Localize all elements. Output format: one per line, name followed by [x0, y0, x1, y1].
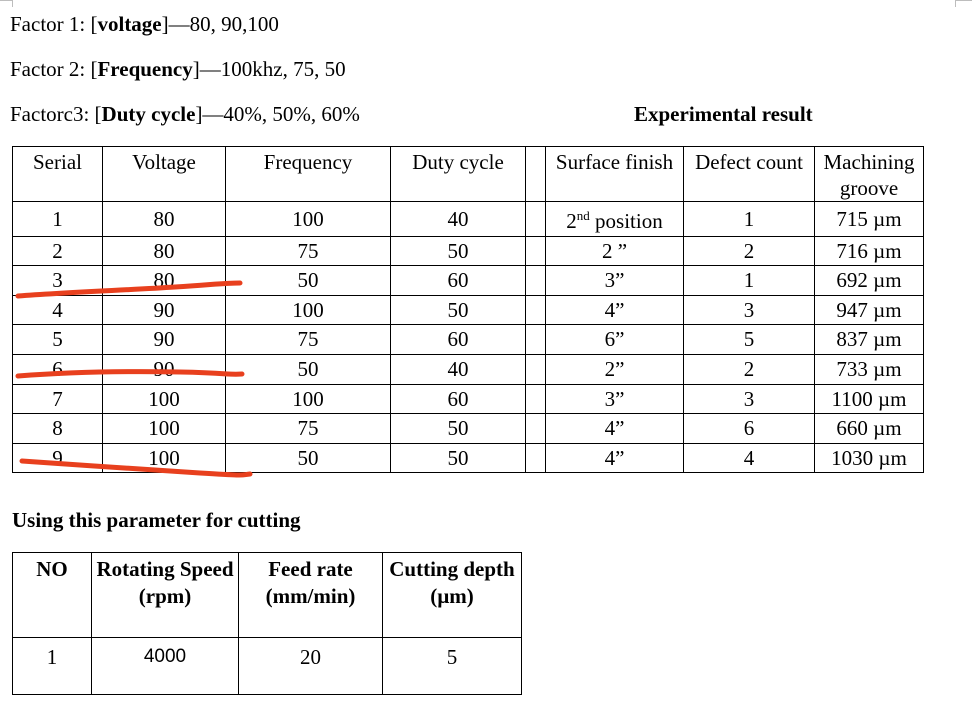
cutting-cell-rotating-speed: 4000 — [92, 638, 239, 695]
cell-voltage: 80 — [103, 266, 226, 296]
cell-defect-count: 2 — [684, 354, 815, 384]
cutting-cell-no: 1 — [13, 638, 92, 695]
surface-finish-ordinal: nd — [576, 208, 590, 223]
table-row — [13, 202, 924, 237]
cell-defect-count: 1 — [684, 266, 815, 296]
factor-3-line: Factorc3: [Duty cycle]—40%, 50%, 60% — [10, 102, 360, 126]
cell-duty-cycle: 40 — [391, 202, 526, 237]
table-row — [13, 295, 924, 325]
cutting-cell-feed-rate: 20 — [239, 638, 383, 695]
table-row — [13, 384, 924, 414]
page-corner-mark-right — [955, 0, 972, 7]
factor-2-line: Factor 2: [Frequency]—100khz, 75, 50 — [10, 57, 346, 81]
cell-spacer — [526, 354, 546, 384]
cell-surface-finish: 4” — [546, 414, 684, 444]
cell-frequency: 75 — [226, 414, 391, 444]
header-frequency: Frequency — [226, 147, 391, 202]
cell-voltage: 80 — [103, 236, 226, 266]
cell-voltage: 90 — [103, 325, 226, 355]
cell-surface-finish: 2” — [546, 354, 684, 384]
cell-duty-cycle: 60 — [391, 384, 526, 414]
table-row — [13, 414, 924, 444]
cell-spacer — [526, 295, 546, 325]
cell-duty-cycle: 50 — [391, 414, 526, 444]
cell-serial: 5 — [13, 325, 103, 355]
header-defect-count: Defect count — [684, 147, 815, 202]
cell-spacer — [526, 202, 546, 237]
cell-frequency: 75 — [226, 325, 391, 355]
cell-voltage: 100 — [103, 443, 226, 473]
surface-finish-number: 2 — [566, 209, 577, 233]
cell-spacer — [526, 443, 546, 473]
cell-surface-finish: 2 ” — [546, 236, 684, 266]
cell-machining-groove: 715 µm — [815, 202, 924, 237]
cell-serial: 8 — [13, 414, 103, 444]
cell-surface-finish: 4” — [546, 443, 684, 473]
cell-frequency: 75 — [226, 236, 391, 266]
factor-1-line: Factor 1: [voltage]—80, 90,100 — [10, 12, 279, 36]
cutting-cell-cutting-depth: 5 — [383, 638, 522, 695]
cutting-parameters-heading: Using this parameter for cutting — [12, 508, 301, 532]
cell-duty-cycle: 60 — [391, 266, 526, 296]
cell-duty-cycle: 50 — [391, 443, 526, 473]
cell-duty-cycle: 40 — [391, 354, 526, 384]
header-surface-finish: Surface finish — [546, 147, 684, 202]
cell-defect-count: 1 — [684, 202, 815, 237]
cell-frequency: 50 — [226, 443, 391, 473]
cell-surface-finish: 6” — [546, 325, 684, 355]
cell-machining-groove: 660 µm — [815, 414, 924, 444]
cell-defect-count: 6 — [684, 414, 815, 444]
table-row — [13, 236, 924, 266]
experimental-result-heading: Experimental result — [634, 102, 813, 126]
cell-voltage: 90 — [103, 295, 226, 325]
header-no: NO — [13, 553, 92, 638]
header-cutting-depth: Cutting depth (µm) — [383, 553, 522, 638]
cell-machining-groove: 947 µm — [815, 295, 924, 325]
cell-surface-finish: 3” — [546, 384, 684, 414]
cell-serial: 2 — [13, 236, 103, 266]
header-machining-groove: Machining groove — [815, 147, 924, 202]
table-row — [13, 354, 924, 384]
cell-frequency: 100 — [226, 295, 391, 325]
cell-serial: 1 — [13, 202, 103, 237]
cell-machining-groove: 733 µm — [815, 354, 924, 384]
cell-serial: 4 — [13, 295, 103, 325]
cell-frequency: 50 — [226, 354, 391, 384]
surface-finish-word: position — [589, 209, 663, 233]
experiment-table-body — [13, 202, 924, 473]
experiment-header-row — [13, 147, 924, 202]
cell-voltage: 100 — [103, 414, 226, 444]
header-serial: Serial — [13, 147, 103, 202]
cell-voltage: 90 — [103, 354, 226, 384]
header-rotating-speed: Rotating Speed (rpm) — [92, 553, 239, 638]
cell-spacer — [526, 236, 546, 266]
cell-surface-finish: 3” — [546, 266, 684, 296]
page-corner-mark-left — [0, 0, 13, 7]
cell-defect-count: 3 — [684, 384, 815, 414]
cell-frequency: 100 — [226, 202, 391, 237]
cell-serial: 9 — [13, 443, 103, 473]
header-duty-cycle: Duty cycle — [391, 147, 526, 202]
cell-spacer — [526, 266, 546, 296]
cell-voltage: 80 — [103, 202, 226, 237]
table-row — [13, 266, 924, 296]
cell-spacer — [526, 414, 546, 444]
table-row — [13, 443, 924, 473]
cell-duty-cycle: 50 — [391, 295, 526, 325]
cell-serial: 7 — [13, 384, 103, 414]
cell-surface-finish: 4” — [546, 295, 684, 325]
cell-machining-groove: 692 µm — [815, 266, 924, 296]
cell-duty-cycle: 50 — [391, 236, 526, 266]
cell-duty-cycle: 60 — [391, 325, 526, 355]
cell-defect-count: 4 — [684, 443, 815, 473]
cell-machining-groove: 1030 µm — [815, 443, 924, 473]
header-feed-rate: Feed rate (mm/min) — [239, 553, 383, 638]
cell-defect-count: 3 — [684, 295, 815, 325]
cell-frequency: 50 — [226, 266, 391, 296]
cell-machining-groove: 716 µm — [815, 236, 924, 266]
cell-defect-count: 5 — [684, 325, 815, 355]
cutting-header-row — [13, 553, 522, 638]
cutting-parameters-table — [12, 552, 522, 695]
header-voltage: Voltage — [103, 147, 226, 202]
cell-machining-groove: 837 µm — [815, 325, 924, 355]
cell-serial: 6 — [13, 354, 103, 384]
table-row — [13, 325, 924, 355]
cell-voltage: 100 — [103, 384, 226, 414]
experiment-table — [12, 146, 924, 473]
cell-defect-count: 2 — [684, 236, 815, 266]
cell-frequency: 100 — [226, 384, 391, 414]
cell-spacer — [526, 325, 546, 355]
cutting-row — [13, 638, 522, 695]
cell-spacer — [526, 384, 546, 414]
cell-serial: 3 — [13, 266, 103, 296]
cell-surface-finish — [546, 202, 684, 237]
header-spacer — [526, 147, 546, 202]
cell-machining-groove: 1100 µm — [815, 384, 924, 414]
